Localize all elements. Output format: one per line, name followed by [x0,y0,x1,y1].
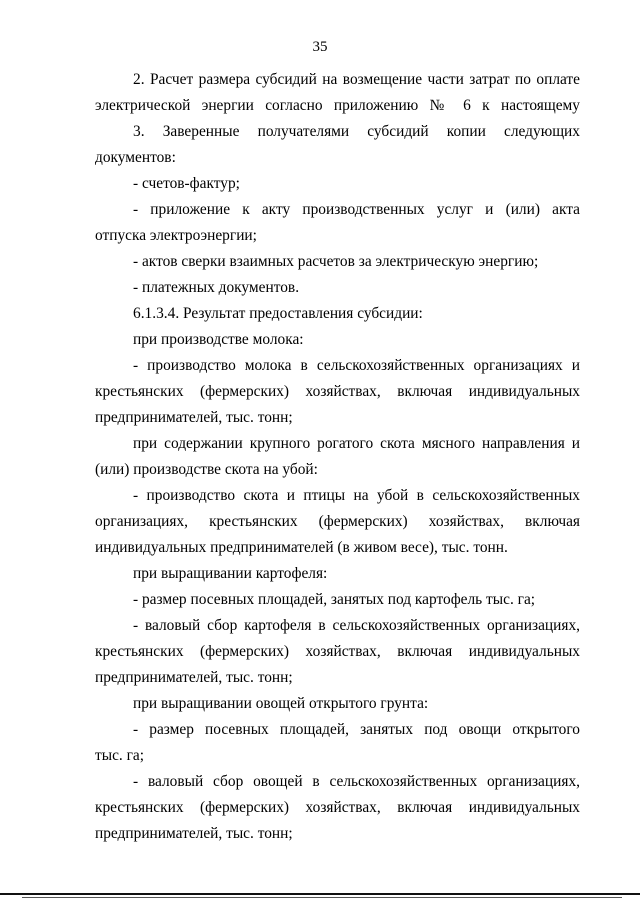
text-line: крестьянских (фермерских) хозяйствах, включая индивидуальных [95,643,580,660]
page-body [95,67,580,847]
page-bottom-edge-shadow [22,897,622,898]
text-line: - приложение к акту производственных услуг и (или) акта [133,201,580,218]
text-line: крестьянских (фермерских) хозяйствах, включая индивидуальных [95,383,580,400]
text-line: документов: [95,149,176,166]
text-line: - производство молока в сельскохозяйственных организациях и [133,357,580,374]
text-line: электрической энергии согласно приложению № 6 к настоящему [95,97,580,114]
text-line: предпринимателей, тыс. тонн; [95,669,293,686]
text-line: (или) производстве скота на убой: [95,461,318,478]
text-line: при выращивании овощей открытого грунта: [133,695,429,712]
text-line: тыс. га; [95,747,145,764]
text-line: предпринимателей, тыс. тонн; [95,409,293,426]
text-line: - размер посевных площадей, занятых под овощи открытого [133,721,580,738]
text-line: при производстве молока: [133,331,304,348]
text-line: при содержании крупного рогатого скота мясного направления и [133,435,580,452]
text-line: - производство скота и птицы на убой в сельскохозяйственных [133,487,580,504]
text-line: 6.1.3.4. Результат предоставления субсидии: [133,305,423,322]
text-line: при выращивании картофеля: [133,565,328,582]
page-bottom-edge [0,893,640,895]
text-line: индивидуальных предпринимателей (в живом весе), тыс. тонн. [95,539,508,556]
text-line: - актов сверки взаимных расчетов за электрическую энергию; [133,253,539,270]
page-number: 35 [312,39,328,55]
text-line: - размер посевных площадей, занятых под картофель тыс. га; [133,591,536,608]
text-line: 3. Заверенные получателями субсидий копии следующих [133,123,580,140]
text-line: 2. Расчет размера субсидий на возмещение части затрат по оплате [133,71,580,88]
text-line: отпуска электроэнергии; [95,227,257,244]
text-line: крестьянских (фермерских) хозяйствах, включая индивидуальных [95,799,580,816]
text-line: предпринимателей, тыс. тонн; [95,825,293,842]
text-line: организациях, крестьянских (фермерских) хозяйствах, включая [95,513,580,530]
text-line: - валовый сбор картофеля в сельскохозяйственных организациях, [133,617,580,634]
text-line: - счетов-фактур; [133,175,240,192]
text-line: - валовый сбор овощей в сельскохозяйственных организациях, [133,773,580,790]
text-line: - платежных документов. [133,279,300,296]
